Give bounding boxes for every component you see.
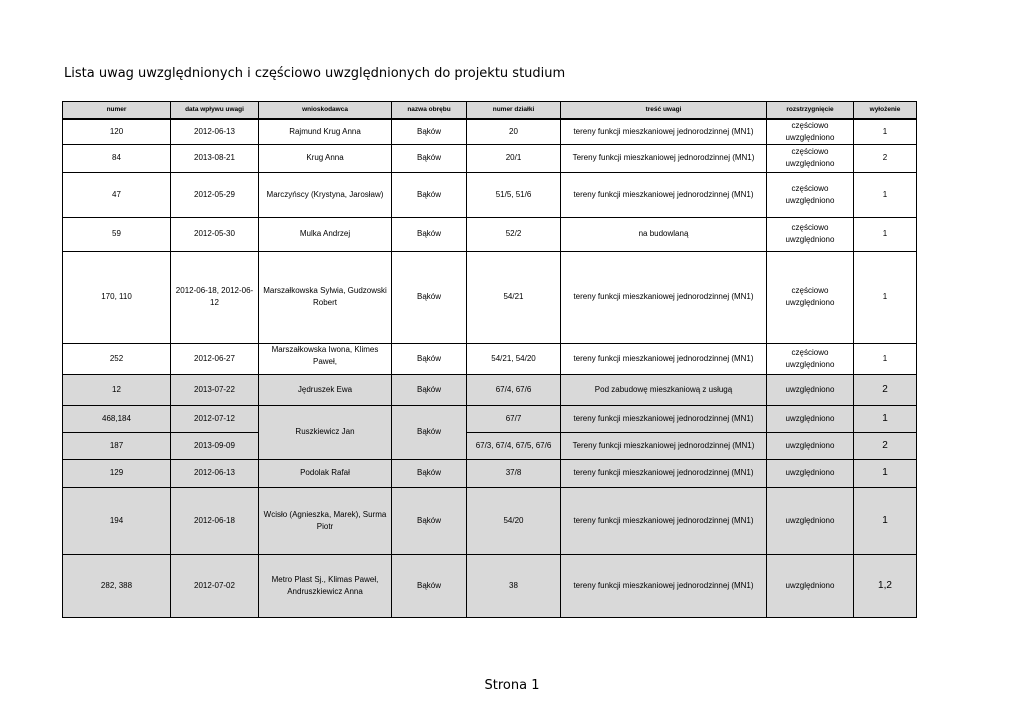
cell-data: 2012-05-29 [171, 172, 259, 217]
cell-data: 2012-05-30 [171, 217, 259, 251]
cell-dzialka: 67/3, 67/4, 67/5, 67/6 [467, 432, 561, 459]
cell-wylozenie: 1 [854, 172, 917, 217]
table-row [63, 217, 917, 251]
cell-wylozenie: 1 [854, 217, 917, 251]
cell-tresc: na budowlaną [561, 217, 767, 251]
cell-obreb: Bąków [392, 144, 467, 172]
column-header-rozstrzygniecie: rozstrzygnięcie [767, 102, 854, 119]
cell-rozstrzygniecie: uwzględniono [767, 374, 854, 405]
cell-wylozenie: 2 [854, 432, 917, 459]
cell-obreb: Bąków [392, 487, 467, 554]
table-row [63, 459, 917, 487]
cell-data: 2012-06-18 [171, 487, 259, 554]
cell-rozstrzygniecie: częściowo uwzględniono [767, 251, 854, 343]
cell-rozstrzygniecie: częściowo uwzględniono [767, 144, 854, 172]
cell-dzialka: 52/2 [467, 217, 561, 251]
column-header-tresc: treść uwagi [561, 102, 767, 119]
cell-tresc: tereny funkcji mieszkaniowej jednorodzinnej (MN1) [561, 172, 767, 217]
cell-obreb: Bąków [392, 217, 467, 251]
cell-obreb: Bąków [392, 172, 467, 217]
cell-data: 2012-07-12 [171, 405, 259, 432]
cell-wylozenie: 1,2 [854, 554, 917, 617]
column-header-obreb: nazwa obrębu [392, 102, 467, 119]
cell-rozstrzygniecie: częściowo uwzględniono [767, 119, 854, 145]
cell-rozstrzygniecie: częściowo uwzględniono [767, 343, 854, 374]
cell-dzialka: 20 [467, 119, 561, 145]
cell-wnioskodawca: Marszałkowska Sylwia, Gudzowski Robert [259, 251, 392, 343]
cell-tresc: tereny funkcji mieszkaniowej jednorodzinnej (MN1) [561, 251, 767, 343]
cell-tresc: tereny funkcji mieszkaniowej jednorodzinnej (MN1) [561, 119, 767, 145]
cell-wylozenie: 1 [854, 119, 917, 145]
cell-rozstrzygniecie: częściowo uwzględniono [767, 217, 854, 251]
cell-dzialka: 54/21, 54/20 [467, 343, 561, 374]
cell-wylozenie: 1 [854, 251, 917, 343]
cell-rozstrzygniecie: uwzględniono [767, 459, 854, 487]
table-row [63, 144, 917, 172]
table-row [63, 487, 917, 554]
cell-wnioskodawca: Podolak Rafał [259, 459, 392, 487]
cell-wylozenie: 1 [854, 487, 917, 554]
cell-obreb: Bąków [392, 405, 467, 459]
cell-wnioskodawca: Ruszkiewicz Jan [259, 405, 392, 459]
cell-dzialka: 20/1 [467, 144, 561, 172]
cell-numer: 129 [63, 459, 171, 487]
cell-wnioskodawca: Rajmund Krug Anna [259, 119, 392, 145]
cell-rozstrzygniecie: uwzględniono [767, 432, 854, 459]
cell-numer: 468,184 [63, 405, 171, 432]
cell-numer: 84 [63, 144, 171, 172]
cell-wnioskodawca: Wcisło (Agnieszka, Marek), Surma Piotr [259, 487, 392, 554]
cell-numer: 120 [63, 119, 171, 145]
cell-data: 2013-08-21 [171, 144, 259, 172]
cell-numer: 252 [63, 343, 171, 374]
column-header-data: data wpływu uwagi [171, 102, 259, 119]
page-number: Strona 1 [484, 678, 540, 693]
cell-rozstrzygniecie: uwzględniono [767, 487, 854, 554]
cell-dzialka: 54/21 [467, 251, 561, 343]
cell-tresc: tereny funkcji mieszkaniowej jednorodzinnej (MN1) [561, 459, 767, 487]
cell-obreb: Bąków [392, 374, 467, 405]
cell-tresc: tereny funkcji mieszkaniowej jednorodzinnej (MN1) [561, 405, 767, 432]
cell-data: 2012-06-27 [171, 343, 259, 374]
cell-wylozenie: 1 [854, 343, 917, 374]
table-row [63, 374, 917, 405]
cell-tresc: tereny funkcji mieszkaniowej jednorodzinnej (MN1) [561, 487, 767, 554]
cell-wnioskodawca: Metro Plast Sj., Klimas Paweł, Andruszkiewicz Anna [259, 554, 392, 617]
cell-numer: 187 [63, 432, 171, 459]
cell-dzialka: 67/7 [467, 405, 561, 432]
cell-dzialka: 54/20 [467, 487, 561, 554]
page-title: Lista uwag uwzględnionych i częściowo uwzględnionych do projektu studium [64, 66, 566, 81]
cell-numer: 194 [63, 487, 171, 554]
cell-wylozenie: 2 [854, 374, 917, 405]
cell-tresc: Tereny funkcji mieszkaniowej jednorodzinnej (MN1) [561, 144, 767, 172]
column-header-wnioskodawca: wnioskodawca [259, 102, 392, 119]
table-row [63, 554, 917, 617]
cell-rozstrzygniecie: uwzględniono [767, 405, 854, 432]
column-header-wylozenie: wyłożenie [854, 102, 917, 119]
cell-obreb: Bąków [392, 554, 467, 617]
column-header-numer: numer [63, 102, 171, 119]
cell-rozstrzygniecie: uwzględniono [767, 554, 854, 617]
table-row [63, 405, 917, 432]
cell-numer: 47 [63, 172, 171, 217]
table-row [63, 251, 917, 343]
cell-numer: 59 [63, 217, 171, 251]
cell-data: 2013-07-22 [171, 374, 259, 405]
cell-rozstrzygniecie: częściowo uwzględniono [767, 172, 854, 217]
table-row [63, 172, 917, 217]
cell-wnioskodawca: Krug Anna [259, 144, 392, 172]
cell-tresc: Tereny funkcji mieszkaniowej jednorodzinnej (MN1) [561, 432, 767, 459]
cell-tresc: tereny funkcji mieszkaniowej jednorodzinnej (MN1) [561, 343, 767, 374]
column-header-dzialka: numer działki [467, 102, 561, 119]
cell-wnioskodawca: Marszałkowska Iwona, Klimes Paweł, [259, 343, 392, 374]
cell-data: 2012-06-18, 2012-06-12 [171, 251, 259, 343]
cell-numer: 282, 388 [63, 554, 171, 617]
cell-data: 2012-07-02 [171, 554, 259, 617]
remarks-table [62, 101, 917, 618]
cell-dzialka: 51/5, 51/6 [467, 172, 561, 217]
cell-obreb: Bąków [392, 251, 467, 343]
table-row [63, 432, 917, 459]
cell-data: 2012-06-13 [171, 119, 259, 145]
cell-data: 2013-09-09 [171, 432, 259, 459]
cell-obreb: Bąków [392, 459, 467, 487]
cell-numer: 12 [63, 374, 171, 405]
cell-obreb: Bąków [392, 119, 467, 145]
cell-tresc: Pod zabudowę mieszkaniową z usługą [561, 374, 767, 405]
cell-tresc: tereny funkcji mieszkaniowej jednorodzinnej (MN1) [561, 554, 767, 617]
cell-wnioskodawca: Marczyńscy (Krystyna, Jarosław) [259, 172, 392, 217]
cell-numer: 170, 110 [63, 251, 171, 343]
cell-data: 2012-06-13 [171, 459, 259, 487]
cell-wylozenie: 2 [854, 144, 917, 172]
cell-wnioskodawca: Jędruszek Ewa [259, 374, 392, 405]
table-row [63, 343, 917, 374]
table-row [63, 119, 917, 145]
cell-wylozenie: 1 [854, 405, 917, 432]
cell-dzialka: 67/4, 67/6 [467, 374, 561, 405]
cell-obreb: Bąków [392, 343, 467, 374]
table-header-row [63, 102, 917, 119]
cell-wnioskodawca: Mulka Andrzej [259, 217, 392, 251]
cell-dzialka: 37/8 [467, 459, 561, 487]
cell-wylozenie: 1 [854, 459, 917, 487]
cell-dzialka: 38 [467, 554, 561, 617]
